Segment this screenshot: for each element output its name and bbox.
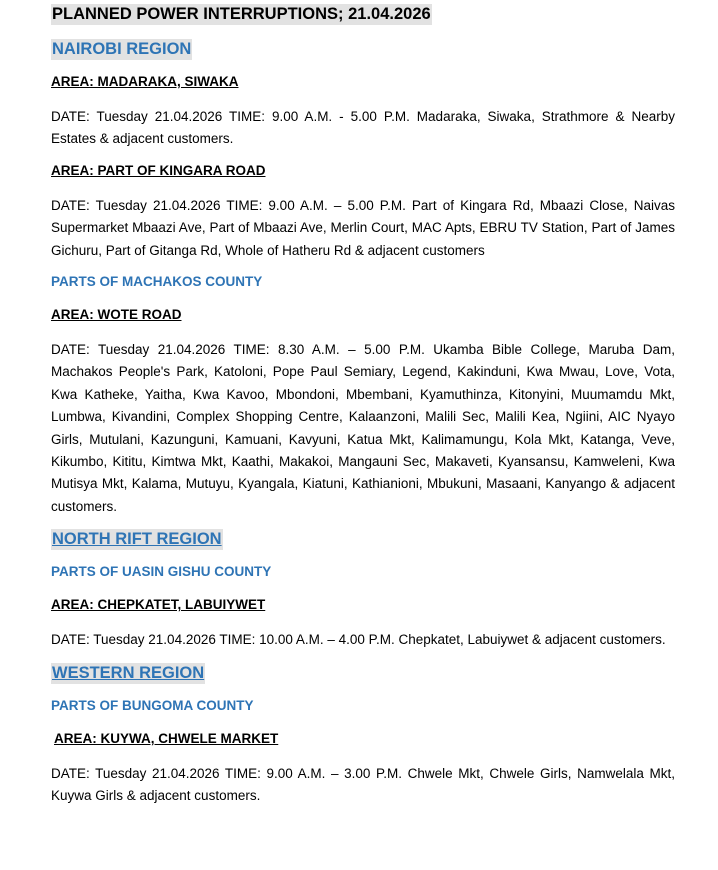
region-heading-western: WESTERN REGION	[52, 663, 205, 682]
area-details-madaraka: DATE: Tuesday 21.04.2026 TIME: 9.00 A.M. - 5.00 P.M. Madaraka, Siwaka, Strathmore & Nearby Estates & adjacent customers.	[51, 109, 675, 147]
region-heading-north-rift: NORTH RIFT REGION	[52, 530, 222, 549]
area-heading-wote-road: AREA: WOTE ROAD	[51, 307, 182, 323]
area-details-chepkatet: DATE: Tuesday 21.04.2026 TIME: 10.00 A.M. – 4.00 P.M. Chepkatet, Labuiywet & adjacent customers.	[51, 632, 666, 648]
area-heading-kuywa: AREA: KUYWA, CHWELE MARKET	[54, 730, 279, 746]
area-heading-madaraka: AREA: MADARAKA, SIWAKA	[51, 74, 239, 89]
county-heading-uasin-gishu: PARTS OF UASIN GISHU COUNTY	[51, 564, 272, 580]
county-heading-bungoma: PARTS OF BUNGOMA COUNTY	[51, 697, 254, 713]
area-details-kingara: DATE: Tuesday 21.04.2026 TIME: 9.00 A.M. – 5.00 P.M. Part of Kingara Rd, Mbaazi Close, Naivas Supermarket Mbaazi Ave, Part of Mbaazi Ave, Merlin Court, MAC Apts, EBRU TV Station, Part of James Gichuru, Part of Gitanga Rd, Whole of Hatheru Rd & adjacent customers	[51, 197, 675, 258]
area-heading-chepkatet: AREA: CHEPKATET, LABUIYWET	[51, 597, 266, 613]
region-heading-nairobi: NAIROBI REGION	[52, 40, 192, 58]
area-details-kuywa: DATE: Tuesday 21.04.2026 TIME: 9.00 A.M. – 3.00 P.M. Chwele Mkt, Chwele Girls, Namwelala Mkt, Kuywa Girls & adjacent customers.	[51, 765, 675, 804]
section-western	[51, 663, 675, 808]
area-heading-kingara: AREA: PART OF KINGARA ROAD	[51, 162, 266, 178]
section-north-rift	[51, 529, 675, 651]
page-title: PLANNED POWER INTERRUPTIONS; 21.04.2026	[52, 5, 431, 23]
area-details-wote-road: DATE: Tuesday 21.04.2026 TIME: 8.30 A.M. – 5.00 P.M. Ukamba Bible College, Maruba Dam, Machakos People's Park, Katoloni, Pope Paul Semiary, Legend, Kakinduni, Kwa Mwau, Love, Vota, Kwa Katheke, Yaitha, Kwa Kavoo, Mbondoni, Mbembani, Kyamuthinza, Kitonyini, Muumamdu Mkt, Lumbwa, Kivandini, Complex Shopping Centre, Kalaanzoni, Malili Sec, Malili Kea, Ngiini, AIC Nyayo Girls, Mutulani, Kazunguni, Kamuani, Kavyuni, Katua Mkt, Kalimamungu, Kola Mkt, Katanga, Veve, Kikumbo, Kititu, Kimtwa Mkt, Kaathi, Makakoi, Mangauni Sec, Makaveti, Kyansansu, Kamweleni, Kwa Mutisya Mkt, Kalama, Mutuyu, Kyangala, Kiatuni, Kathianioni, Mbukuni, Masaani, Kanyango & adjacent customers.	[51, 342, 675, 514]
section-nairobi	[51, 39, 675, 518]
county-heading-machakos: PARTS OF MACHAKOS COUNTY	[51, 274, 263, 290]
